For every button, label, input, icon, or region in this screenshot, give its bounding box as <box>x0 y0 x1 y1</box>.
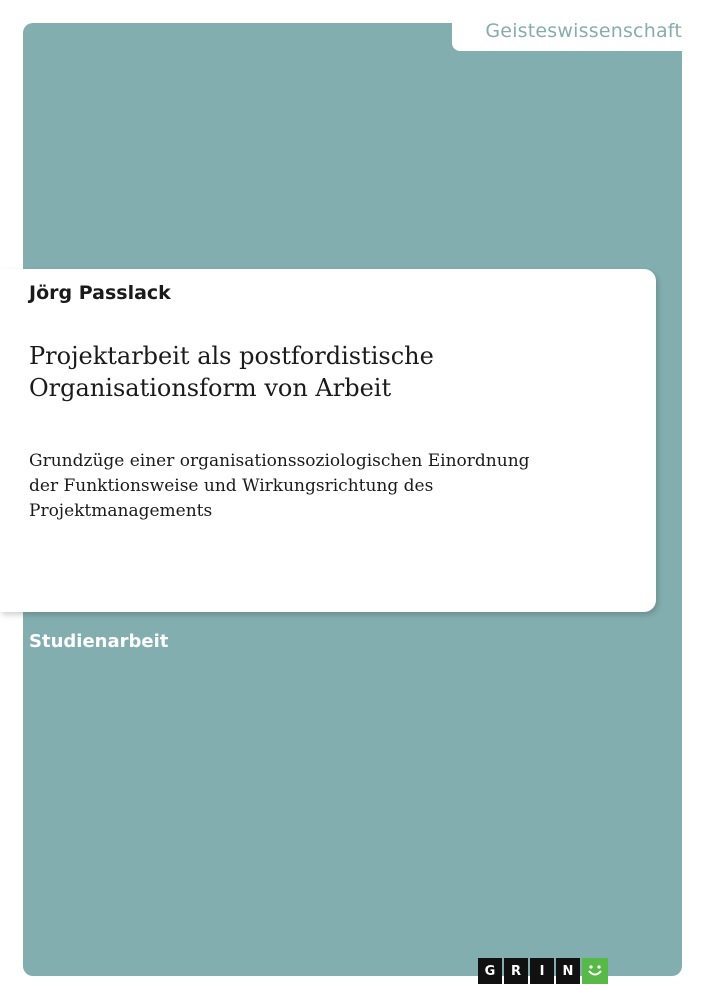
author-name: Jörg Passlack <box>29 282 171 304</box>
subtitle-line: der Funktionsweise und Wirkungsrichtung des <box>29 476 434 496</box>
title-line: Organisationsform von Arbeit <box>29 374 392 402</box>
title-card <box>0 269 656 612</box>
grin-publisher-logo <box>478 958 608 984</box>
category-label: Geisteswissenschaft <box>485 20 682 42</box>
logo-letter-r: R <box>504 958 528 984</box>
subtitle-line: Grundzüge einer organisationssoziologischen Einordnung <box>29 451 530 471</box>
subtitle-line: Projektmanagements <box>29 501 213 521</box>
document-type-label: Studienarbeit <box>29 631 169 652</box>
book-title <box>29 340 639 404</box>
logo-letter-g: G <box>478 958 502 984</box>
logo-letter-n: N <box>556 958 580 984</box>
title-line: Projektarbeit als postfordistische <box>29 342 434 370</box>
book-subtitle <box>29 449 639 524</box>
logo-letter-i: I <box>530 958 554 984</box>
smile-icon <box>582 958 608 984</box>
